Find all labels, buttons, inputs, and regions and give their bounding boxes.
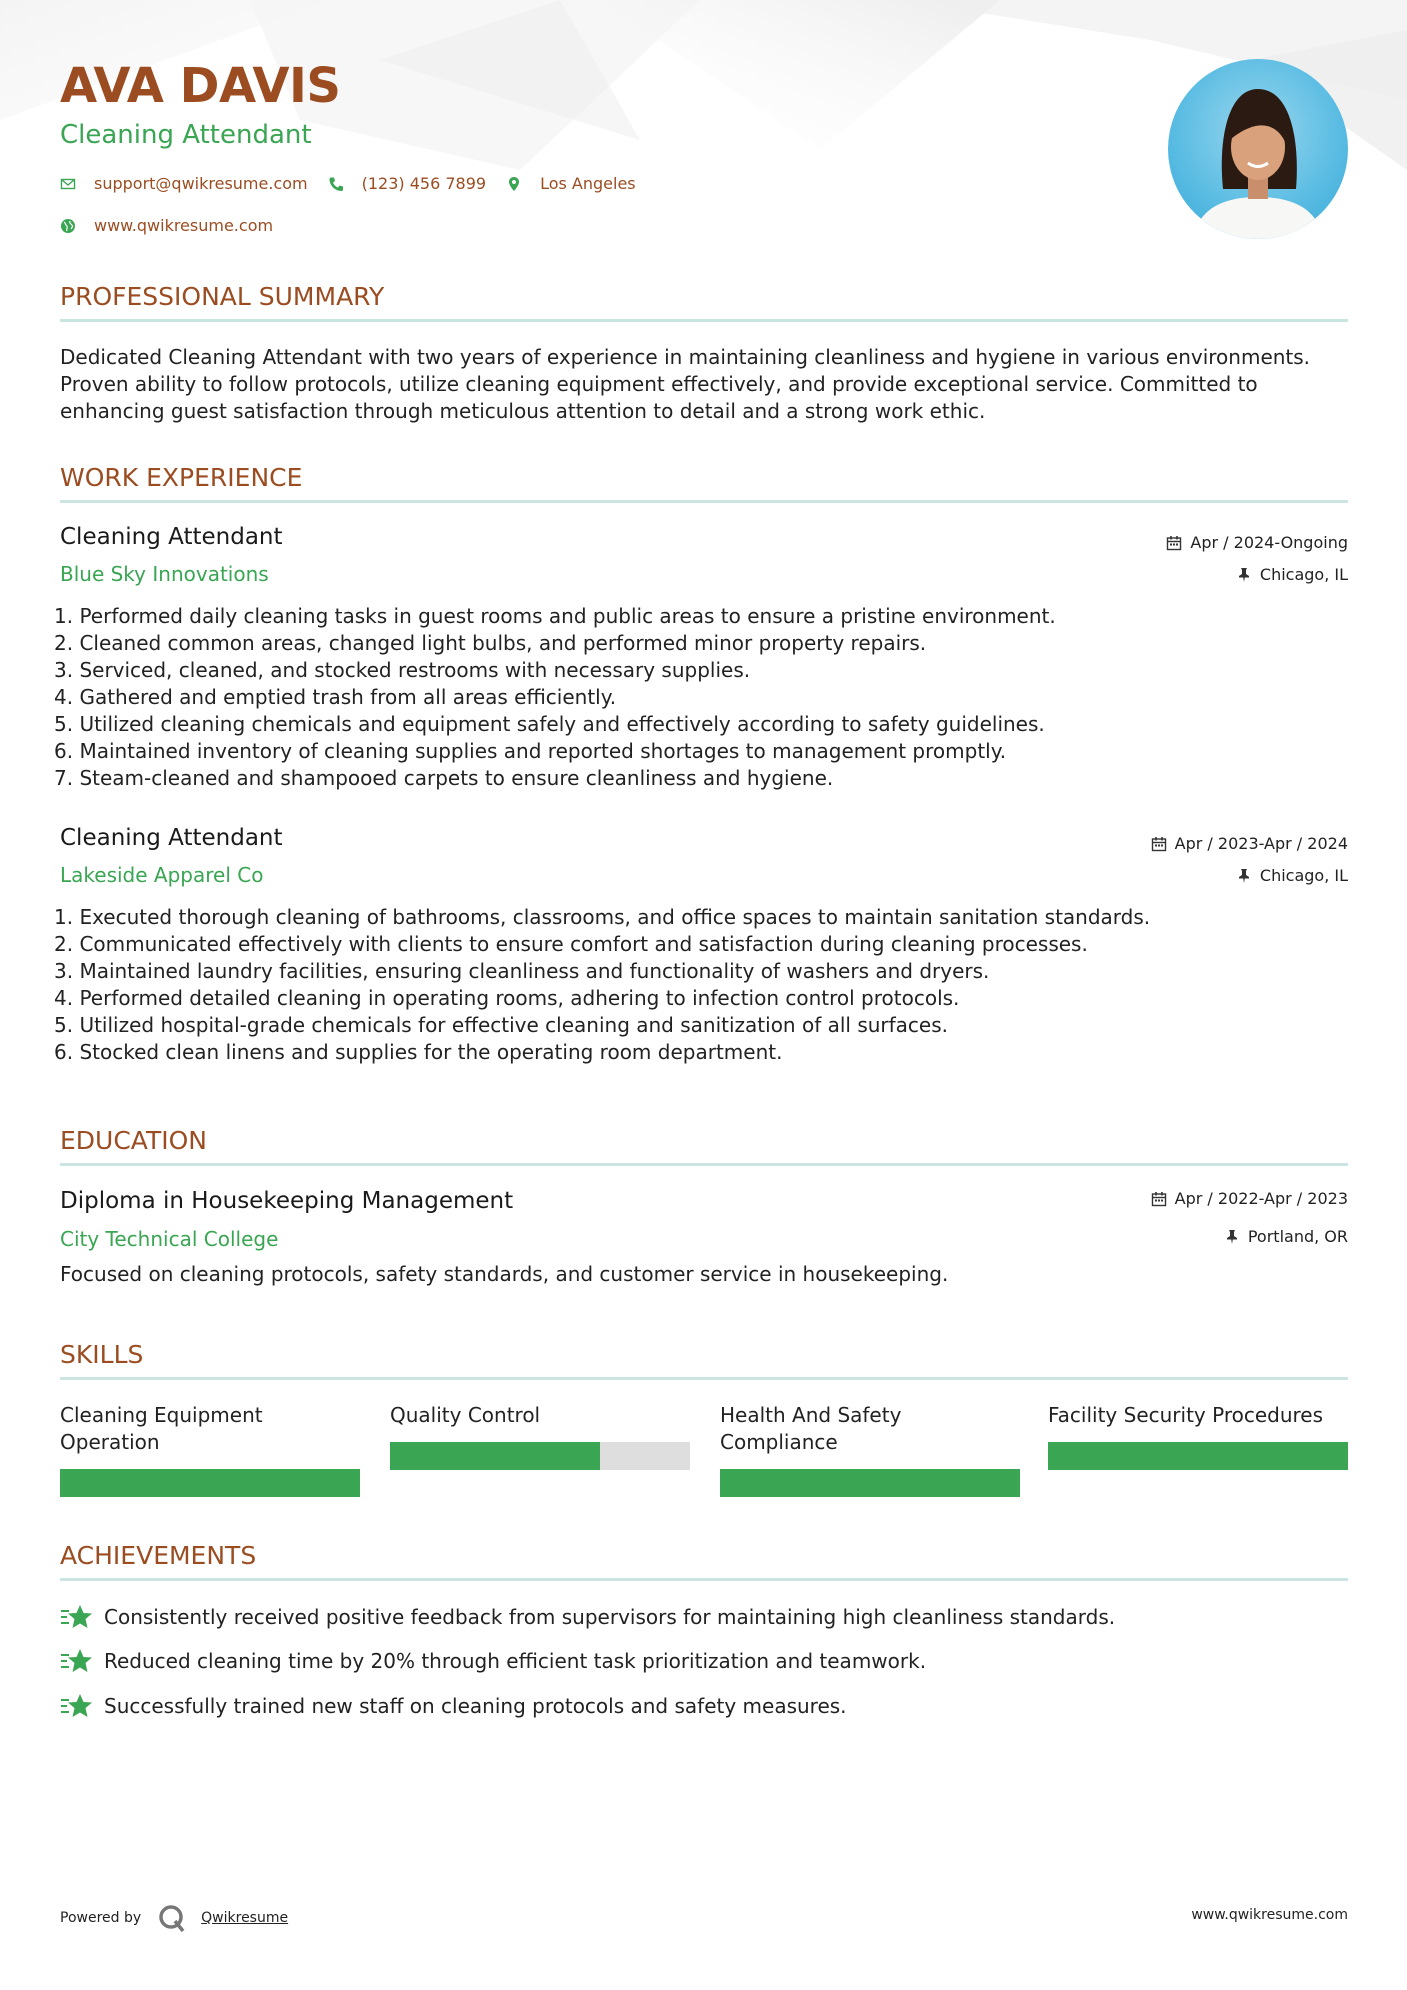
job-bullets	[54, 904, 1150, 1066]
list-item: 1. Executed thorough cleaning of bathrooms, classrooms, and office spaces to maintain sanitation standards.	[54, 905, 1151, 929]
calendar-icon	[1151, 836, 1167, 852]
job-title: Cleaning Attendant	[60, 825, 283, 851]
list-item: 6. Stocked clean linens and supplies for the operating room department.	[54, 1040, 783, 1064]
education-heading: EDUCATION	[60, 1126, 1348, 1166]
list-item: 5. Utilized hospital-grade chemicals for effective cleaning and sanitization of all surfaces.	[54, 1013, 949, 1037]
list-item: 3. Maintained laundry facilities, ensuring cleanliness and functionality of washers and dryers.	[54, 959, 990, 983]
list-item: 6. Maintained inventory of cleaning supplies and reported shortages to management promptly.	[54, 739, 1007, 763]
skill-name: Facility Security Procedures	[1048, 1403, 1324, 1427]
skill-bar-fill	[390, 1442, 600, 1470]
phone-icon	[328, 176, 344, 192]
profile-photo	[1168, 59, 1348, 239]
date-range: Apr / 2022-Apr / 2023	[1174, 1189, 1348, 1208]
education-description: Focused on cleaning protocols, safety standards, and customer service in housekeeping.	[60, 1262, 949, 1286]
calendar-icon	[1166, 535, 1182, 551]
contact-row	[60, 174, 656, 193]
skill-name: Quality Control	[390, 1403, 541, 1427]
footer-website-link[interactable]: www.qwikresume.com	[1191, 1907, 1348, 1923]
skill-name: Health And Safety Compliance	[720, 1403, 902, 1454]
skill-item	[1048, 1402, 1348, 1429]
skill-name: Cleaning Equipment Operation	[60, 1403, 263, 1454]
footer-powered-by	[60, 1903, 288, 1933]
qwikresume-link[interactable]: Qwikresume	[201, 1910, 289, 1926]
experience-heading: WORK EXPERIENCE	[60, 463, 1348, 503]
list-item: 7. Steam-cleaned and shampooed carpets to ensure cleanliness and hygiene.	[54, 766, 834, 790]
date-range: Apr / 2023-Apr / 2024	[1174, 834, 1348, 853]
map-pin-icon	[506, 176, 522, 192]
school-name: City Technical College	[60, 1227, 279, 1251]
company-name: Blue Sky Innovations	[60, 562, 269, 586]
pushpin-icon	[1236, 868, 1252, 884]
skill-bar	[720, 1469, 1020, 1497]
skill-item	[60, 1402, 360, 1456]
achievement-item	[60, 1692, 847, 1720]
education-dates	[1151, 1189, 1348, 1208]
website-link[interactable]: www.qwikresume.com	[94, 216, 274, 235]
candidate-title: Cleaning Attendant	[60, 120, 312, 150]
job-location	[1236, 866, 1348, 885]
skill-bar-fill	[1048, 1442, 1348, 1470]
date-range: Apr / 2024-Ongoing	[1190, 533, 1348, 552]
envelope-icon	[60, 176, 76, 192]
skill-item	[390, 1402, 690, 1429]
pushpin-icon	[1236, 567, 1252, 583]
list-item: 3. Serviced, cleaned, and stocked restrooms with necessary supplies.	[54, 658, 751, 682]
skills-heading: SKILLS	[60, 1340, 1348, 1380]
company-name: Lakeside Apparel Co	[60, 863, 264, 887]
location-text: Chicago, IL	[1259, 565, 1348, 584]
list-item: 5. Utilized cleaning chemicals and equipment safely and effectively according to safety guidelines.	[54, 712, 1045, 736]
candidate-name: AVA DAVIS	[60, 58, 341, 114]
list-item: 1. Performed daily cleaning tasks in guest rooms and public areas to ensure a pristine environment.	[54, 604, 1056, 628]
list-item: 4. Performed detailed cleaning in operating rooms, adhering to infection control protocols.	[54, 986, 960, 1010]
skill-item	[720, 1402, 1020, 1456]
achievement-text: Successfully trained new staff on cleaning protocols and safety measures.	[104, 1694, 847, 1718]
degree-title: Diploma in Housekeeping Management	[60, 1188, 514, 1214]
list-item: 2. Cleaned common areas, changed light bulbs, and performed minor property repairs.	[54, 631, 927, 655]
star-achievement-icon	[60, 1692, 94, 1720]
skill-bar	[390, 1442, 690, 1470]
pushpin-icon	[1224, 1229, 1240, 1245]
education-location	[1224, 1227, 1348, 1246]
skill-bar	[1048, 1442, 1348, 1470]
summary-heading: PROFESSIONAL SUMMARY	[60, 282, 1348, 322]
job-bullets	[54, 603, 1056, 792]
globe-icon	[60, 218, 76, 234]
location-text: Portland, OR	[1247, 1227, 1348, 1246]
star-achievement-icon	[60, 1603, 94, 1631]
powered-by-label: Powered by	[60, 1910, 142, 1926]
website-row	[60, 216, 293, 235]
achievement-item	[60, 1603, 1115, 1631]
email-link[interactable]: support@qwikresume.com	[94, 174, 308, 193]
star-achievement-icon	[60, 1647, 94, 1675]
job-location	[1236, 565, 1348, 584]
job-dates	[1166, 533, 1348, 552]
qwikresume-logo-icon	[157, 1903, 187, 1933]
job-title: Cleaning Attendant	[60, 524, 283, 550]
summary-text: Dedicated Cleaning Attendant with two years of experience in maintaining cleanliness and hygiene in various environments. Proven ability to follow protocols, utilize cleaning equipment effectively, and provide exceptional service. Committed to enhancing guest satisfaction through meticulous attention to detail and a strong work ethic.	[60, 345, 1311, 423]
skill-bar	[60, 1469, 360, 1497]
skill-bar-fill	[720, 1469, 1020, 1497]
skill-bar-fill	[60, 1469, 360, 1497]
list-item: 4. Gathered and emptied trash from all areas efficiently.	[54, 685, 617, 709]
location: Los Angeles	[540, 174, 636, 193]
phone-number: (123) 456 7899	[361, 174, 487, 193]
list-item: 2. Communicated effectively with clients to ensure comfort and satisfaction during cleaning processes.	[54, 932, 1088, 956]
achievement-item	[60, 1647, 926, 1675]
achievement-text: Reduced cleaning time by 20% through efficient task prioritization and teamwork.	[104, 1649, 927, 1673]
location-text: Chicago, IL	[1259, 866, 1348, 885]
achievement-text: Consistently received positive feedback from supervisors for maintaining high cleanliness standards.	[104, 1605, 1116, 1629]
job-dates	[1151, 834, 1348, 853]
achievements-heading: ACHIEVEMENTS	[60, 1541, 1348, 1581]
calendar-icon	[1151, 1191, 1167, 1207]
